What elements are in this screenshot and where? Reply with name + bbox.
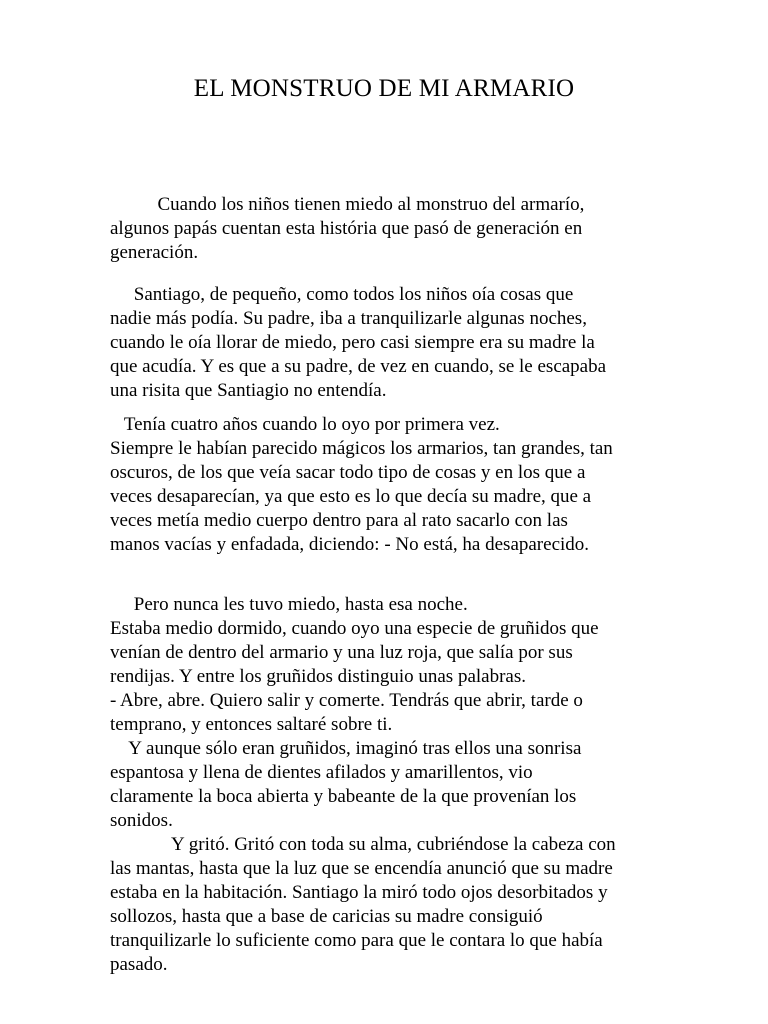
text-line: - Abre, abre. Quiero salir y comerte. Tendrás que abrir, tarde o <box>110 690 583 711</box>
text-line: sonidos. <box>110 810 173 831</box>
text-line: tranquilizarle lo suficiente como para que le contara lo que había <box>110 930 603 951</box>
text-line: Pero nunca les tuvo miedo, hasta esa noche. <box>110 594 468 615</box>
text-line: pasado. <box>110 954 168 975</box>
paragraph-intro <box>110 193 670 265</box>
text-line: veces desaparecían, ya que esto es lo que decía su madre, que a <box>110 486 592 507</box>
text-line: sollozos, hasta que a base de caricias su madre consiguió <box>110 906 543 927</box>
text-line: espantosa y llena de dientes afilados y amarillentos, vio <box>110 762 533 783</box>
text-line: temprano, y entonces saltaré sobre ti. <box>110 714 393 735</box>
text-line: una risita que Santiagio no entendía. <box>110 380 387 401</box>
text-line: oscuros, de los que veía sacar todo tipo de cosas y en los que a <box>110 462 586 483</box>
paragraph-armarios <box>110 413 670 557</box>
text-line: Santiago, de pequeño, como todos los niños oía cosas que <box>110 284 574 305</box>
paragraph-santiago <box>110 283 670 403</box>
text-line: que acudía. Y es que a su padre, de vez en cuando, se le escapaba <box>110 356 607 377</box>
text-line: Siempre le habían parecido mágicos los armarios, tan grandes, tan <box>110 438 613 459</box>
paragraph-noche <box>110 593 670 977</box>
text-line: Estaba medio dormido, cuando oyo una especie de gruñidos que <box>110 618 599 639</box>
text-line: Cuando los niños tienen miedo al monstruo del armarío, <box>110 194 585 215</box>
text-line: veces metía medio cuerpo dentro para al rato sacarlo con las <box>110 510 568 531</box>
text-line: cuando le oía llorar de miedo, pero casi siempre era su madre la <box>110 332 595 353</box>
text-line: estaba en la habitación. Santiago la miró todo ojos desorbitados y <box>110 882 608 903</box>
text-line: Y aunque sólo eran gruñidos, imaginó tras ellos una sonrisa <box>110 738 582 759</box>
text-line: venían de dentro del armario y una luz roja, que salía por sus <box>110 642 573 663</box>
text-line: rendijas. Y entre los gruñidos distinguio unas palabras. <box>110 666 526 687</box>
text-line: nadie más podía. Su padre, iba a tranquilizarle algunas noches, <box>110 308 587 329</box>
text-line: algunos papás cuentan esta história que pasó de generación en <box>110 218 583 239</box>
text-line: Tenía cuatro años cuando lo oyo por primera vez. <box>110 414 500 435</box>
text-line: claramente la boca abierta y babeante de la que provenían los <box>110 786 577 807</box>
text-line: generación. <box>110 242 199 263</box>
text-line: Y gritó. Gritó con toda su alma, cubriéndose la cabeza con <box>110 834 616 855</box>
text-line: las mantas, hasta que la luz que se encendía anunció que su madre <box>110 858 613 879</box>
text-line: manos vacías y enfadada, diciendo: - No está, ha desaparecido. <box>110 534 590 555</box>
document-title: EL MONSTRUO DE MI ARMARIO <box>193 75 575 102</box>
